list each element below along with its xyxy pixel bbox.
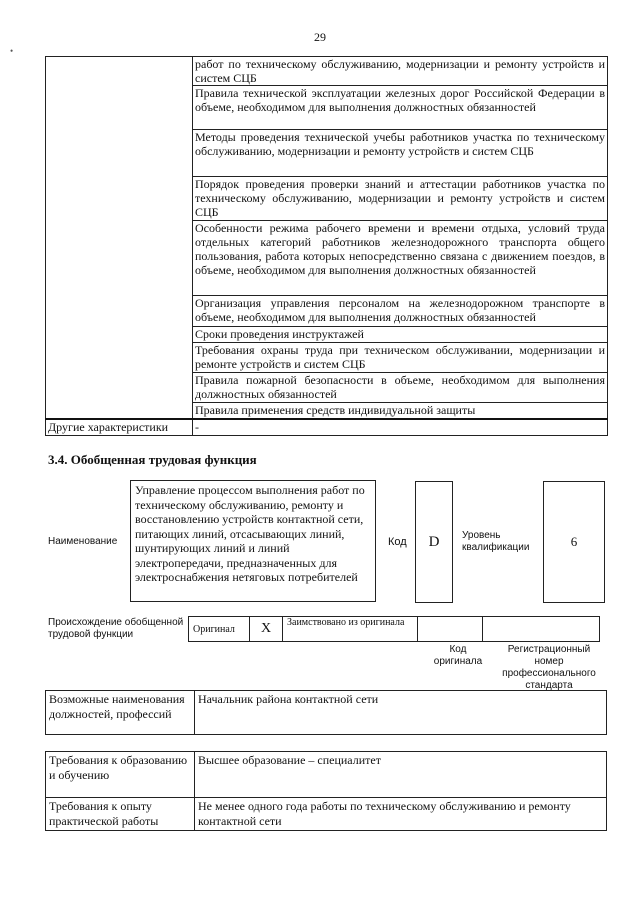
knowledge-row: работ по техническому обслуживанию, модернизации и ремонту устройств и систем СЦБ [193, 57, 608, 86]
knowledge-row: Организация управления персоналом на железнодорожном транспорте в объеме, необходимом для выполнения должностных обязанностей [193, 296, 608, 327]
knowledge-row: Правила технической эксплуатации железных дорог Российской Федерации в объеме, необходимом для выполнения должностных обязанностей [193, 86, 608, 130]
original-code-cell [418, 617, 483, 642]
code-label: Код [388, 536, 407, 548]
requirements-table [45, 751, 607, 831]
section-heading: 3.4. Обобщенная трудовая функция [48, 452, 257, 467]
experience-value: Не менее одного года работы по техническому обслуживанию и ремонту контактной сети [195, 798, 607, 831]
reg-caption: Регистрационный номер профессионального стандарта [502, 644, 596, 691]
education-value: Высшее образование – специалитет [195, 752, 607, 798]
other-characteristics-value: - [193, 419, 608, 436]
knowledge-table [45, 56, 608, 436]
positions-label: Возможные наименования должностей, профессий [46, 691, 195, 735]
level-label: Уровень квалификации [462, 530, 530, 553]
knowledge-row: Правила применения средств индивидуальной защиты [193, 403, 608, 419]
original-mark: X [250, 617, 283, 642]
positions-table [45, 690, 607, 735]
page-number: 29 [314, 30, 326, 44]
code-caption: Код оригинала [433, 644, 483, 667]
side-mark: • [10, 46, 14, 56]
origin-table [188, 616, 600, 642]
positions-value: Начальник района контактной сети [195, 691, 607, 735]
other-characteristics-label: Другие характеристики [46, 419, 193, 436]
knowledge-row: Порядок проведения проверки знаний и аттестации работников участка по техническому обслуживанию, модернизации и ремонту устройств и систем СЦБ [193, 177, 608, 221]
experience-label: Требования к опыту практической работы [46, 798, 195, 831]
original-label: Оригинал [189, 617, 250, 642]
function-name-box: Управление процессом выполнения работ по техническому обслуживанию, ремонту и восстановлению устройств контактной сети, питающих линий, отсасывающих линий, шунтирующих линий и линий электропередачи, предназначенных для электроснабжения нетяговых потребителей [130, 480, 376, 602]
name-label: Наименование [48, 536, 118, 547]
code-box: D [415, 481, 453, 603]
knowledge-label-cell [46, 57, 193, 419]
origin-label: Происхождение обобщенной трудовой функции [48, 617, 184, 640]
knowledge-row: Особенности режима рабочего времени и времени отдыха, условий труда отдельных категорий работников железнодорожного транспорта общего пользования, работа которых непосредственно связана с движением поездов, в объеме, необходимом для выполнения должностных обязанностей [193, 221, 608, 296]
reg-number-cell [483, 617, 600, 642]
knowledge-row: Требования охраны труда при техническом обслуживании, модернизации и ремонте устройств и систем СЦБ [193, 343, 608, 373]
knowledge-row: Правила пожарной безопасности в объеме, необходимом для выполнения должностных обязанностей [193, 373, 608, 403]
knowledge-row: Методы проведения технической учебы работников участка по техническому обслуживанию, модернизации и ремонту устройств и систем СЦБ [193, 130, 608, 177]
knowledge-row: Сроки проведения инструктажей [193, 327, 608, 343]
level-box: 6 [543, 481, 605, 603]
education-label: Требования к образованию и обучению [46, 752, 195, 798]
borrowed-label: Заимствовано из оригинала [283, 617, 418, 642]
